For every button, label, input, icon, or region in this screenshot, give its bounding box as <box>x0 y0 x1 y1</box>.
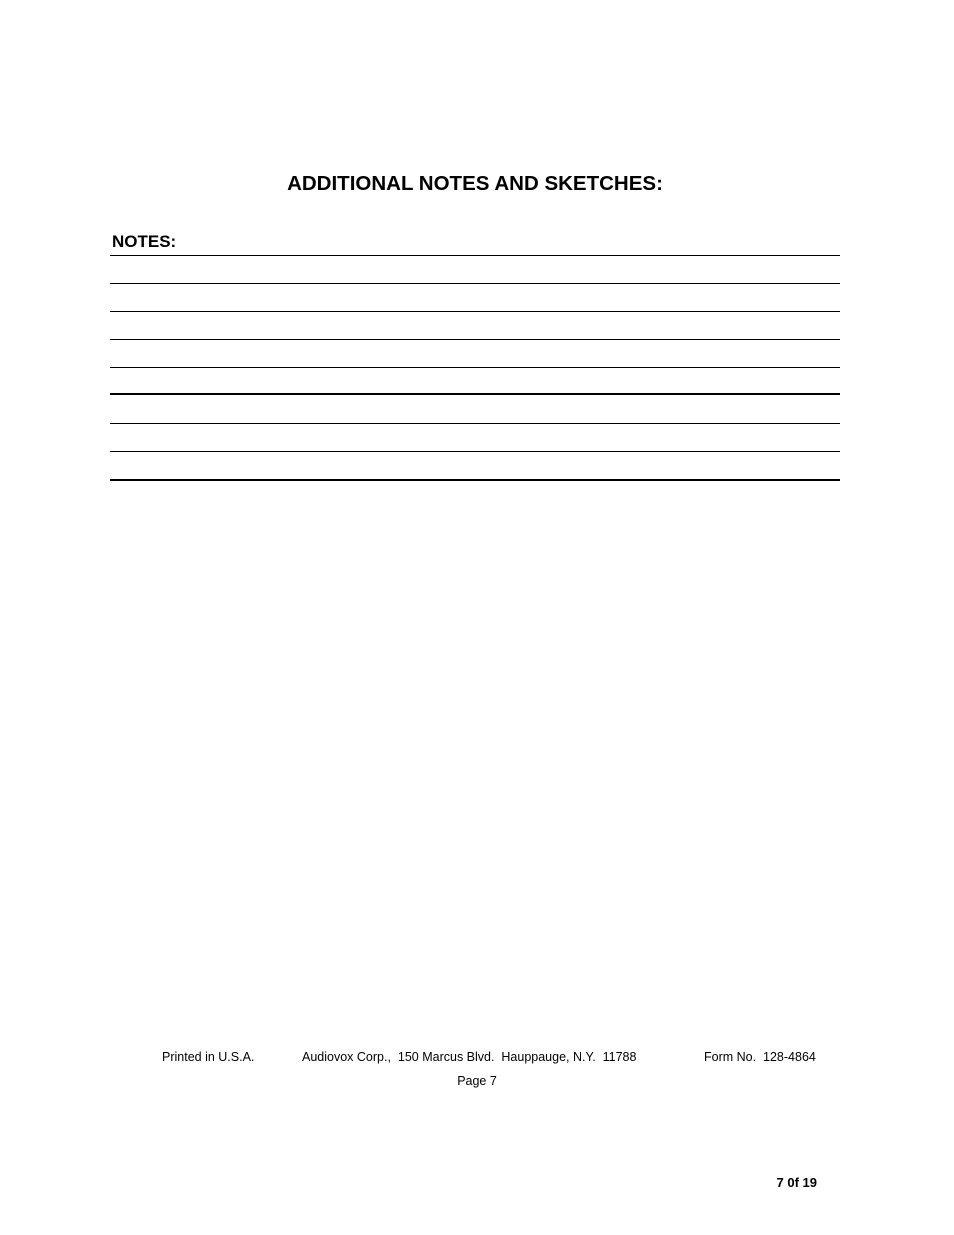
page-title: ADDITIONAL NOTES AND SKETCHES: <box>287 172 663 195</box>
note-line <box>110 451 840 452</box>
printed-location: Printed in U.S.A. <box>162 1050 255 1064</box>
form-number: Form No. 128-4864 <box>704 1050 816 1064</box>
note-line <box>110 283 840 284</box>
notes-label: NOTES: <box>112 232 177 251</box>
note-line <box>110 367 840 368</box>
page-counter: 7 0f 19 <box>776 1175 817 1190</box>
note-line <box>110 479 840 481</box>
note-line <box>110 423 840 424</box>
note-line <box>110 393 840 395</box>
note-line <box>110 339 840 340</box>
company-address: Audiovox Corp., 150 Marcus Blvd. Hauppauge, N.Y. 11788 <box>302 1050 637 1064</box>
page-number: Page 7 <box>457 1074 497 1088</box>
note-line <box>110 255 840 256</box>
note-line <box>110 311 840 312</box>
